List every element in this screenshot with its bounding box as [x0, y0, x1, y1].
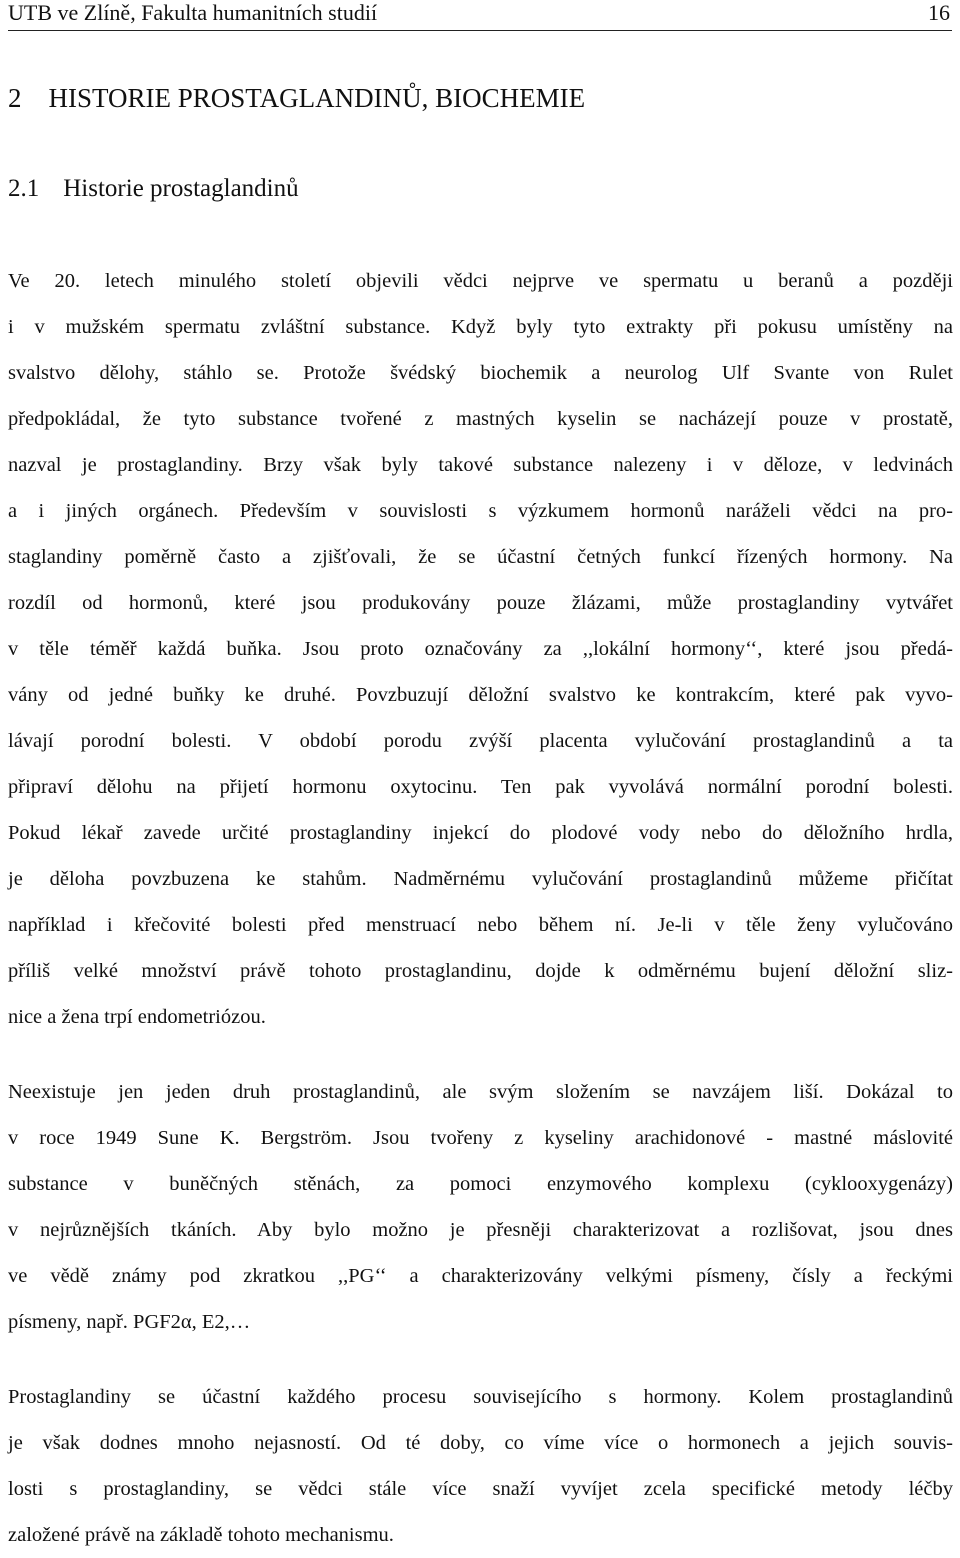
paragraph-line: například i křečovité bolesti před menstruací nebo během ní. Je-li v těle ženy vylučováno — [8, 914, 953, 936]
paragraph-line: rozdíl od hormonů, které jsou produkovány pouze žlázami, může prostaglandiny vytvářet — [8, 592, 953, 614]
paragraph-line: příliš velké množství právě tohoto prostaglandinu, dojde k odměrnému bujení děložní sliz- — [8, 960, 953, 982]
paragraph-3 — [8, 1374, 953, 1558]
header-school: UTB ve Zlíně, Fakulta humanitních studií — [8, 0, 378, 25]
section-heading — [8, 174, 299, 204]
paragraph-line: losti s prostaglandiny, se vědci stále více snaží vyvíjet zcela specifické metody léčby — [8, 1478, 953, 1500]
paragraph-2 — [8, 1069, 953, 1345]
paragraph-line: předpokládal, že tyto substance tvořené z mastných kyselin se nacházejí pouze v prostatě, — [8, 408, 953, 430]
chapter-heading — [8, 82, 585, 114]
chapter-number: 2 — [8, 83, 22, 113]
paragraph-line: nice a žena trpí endometriózou. — [8, 1006, 266, 1028]
paragraph-line: vány od jedné buňky ke druhé. Povzbuzují děložní svalstvo ke kontrakcím, které pak vyvo- — [8, 684, 953, 706]
section-number: 2.1 — [8, 175, 40, 202]
paragraph-1 — [8, 258, 953, 1040]
paragraph-line: v nejrůznějších tkáních. Aby bylo možno je přesněji charakterizovat a rozlišovat, jsou dnes — [8, 1219, 953, 1241]
chapter-title: HISTORIE PROSTAGLANDINŮ, BIOCHEMIE — [48, 83, 586, 113]
paragraph-line: lávají porodní bolesti. V období porodu zvýší placenta vylučování prostaglandinů a ta — [8, 730, 953, 752]
paragraph-line: připraví dělohu na přijetí hormonu oxytocinu. Ten pak vyvolává normální porodní bolesti. — [8, 776, 953, 798]
section-title: Historie prostaglandinů — [63, 175, 299, 202]
paragraph-line: založené právě na základě tohoto mechanismu. — [8, 1524, 394, 1546]
page-header — [8, 0, 952, 31]
paragraph-line: je však dodnes mnoho nejasností. Od té doby, co víme více o hormonech a jejich souvis- — [8, 1432, 953, 1454]
paragraph-line: a i jiných orgánech. Především v souvislosti s výzkumem hormonů naráželi vědci na pro- — [8, 500, 953, 522]
paragraph-line: v roce 1949 Sune K. Bergström. Jsou tvořeny z kyseliny arachidonové - mastné máslovité — [8, 1127, 953, 1149]
paragraph-line: je děloha povzbuzena ke stahům. Nadměrnému vylučování prostaglandinů můžeme přičítat — [8, 868, 953, 890]
paragraph-line: ve vědě známy pod zkratkou ,,PG‘‘ a charakterizovány velkými písmeny, čísly a řeckými — [8, 1265, 953, 1287]
paragraph-line: substance v buněčných stěnách, za pomoci enzymového komplexu (cyklooxygenázy) — [8, 1173, 953, 1195]
paragraph-line: svalstvo dělohy, stáhlo se. Protože švédský biochemik a neurolog Ulf Svante von Rulet — [8, 362, 953, 384]
paragraph-line: staglandiny poměrně často a zjišťovali, že se účastní četných funkcí řízených hormony. Na — [8, 546, 953, 568]
paragraph-line: Ve 20. letech minulého století objevili vědci nejprve ve spermatu u beranů a později — [8, 270, 953, 292]
paragraph-line: Prostaglandiny se účastní každého procesu souvisejícího s hormony. Kolem prostaglandinů — [8, 1386, 953, 1408]
paragraph-line: písmeny, např. PGF2α, E2,… — [8, 1311, 251, 1333]
paragraph-line: i v mužském spermatu zvláštní substance. Když byly tyto extrakty při pokusu umístěny na — [8, 316, 953, 338]
paragraph-line: v těle téměř každá buňka. Jsou proto označovány za ,,lokální hormony‘‘, které jsou předá- — [8, 638, 953, 660]
page-number: 16 — [928, 0, 950, 25]
paragraph-line: Neexistuje jen jeden druh prostaglandinů, ale svým složením se navzájem liší. Dokázal to — [8, 1081, 953, 1103]
paragraph-line: nazval je prostaglandiny. Brzy však byly takové substance nalezeny i v děloze, v ledvinách — [8, 454, 953, 476]
paragraph-line: Pokud lékař zavede určité prostaglandiny injekcí do plodové vody nebo do děložního hrdla, — [8, 822, 953, 844]
